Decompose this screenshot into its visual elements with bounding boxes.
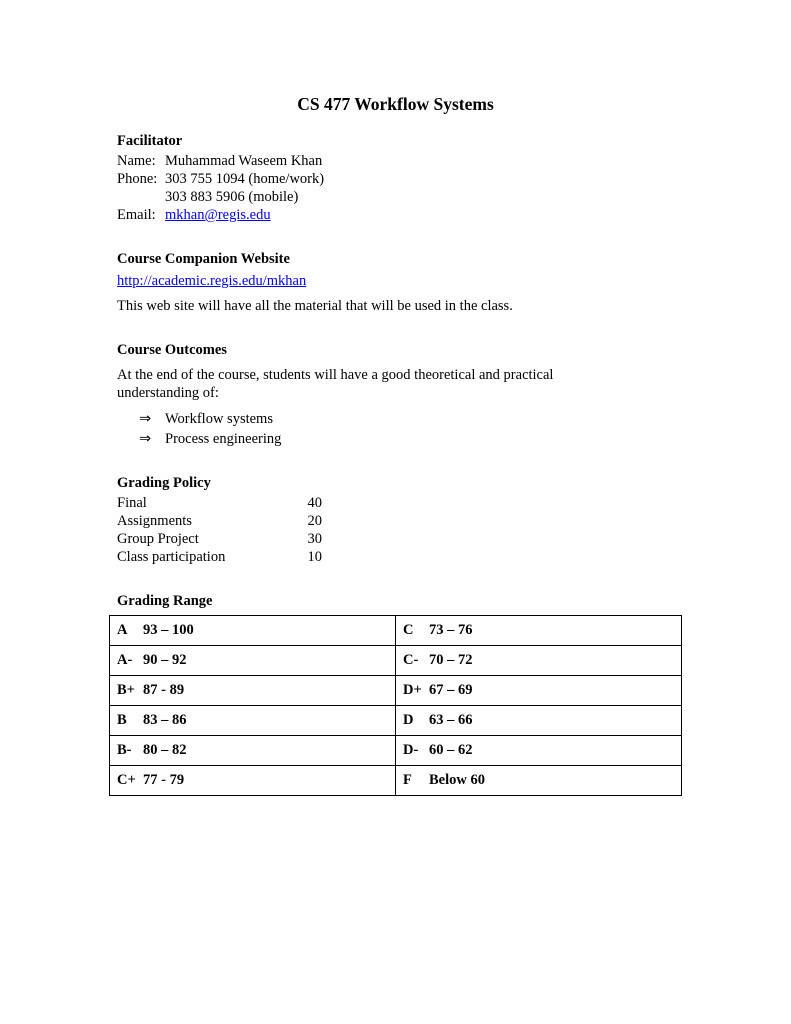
outcomes-intro-2: understanding of: [117, 385, 219, 401]
table-row [110, 646, 682, 676]
table-cell [396, 706, 682, 736]
facilitator-phone-mobile-line [117, 189, 298, 206]
grade-range: 80 – 82 [143, 742, 187, 758]
table-cell [110, 646, 396, 676]
grading-policy-heading: Grading Policy [117, 475, 211, 491]
grade-range: 90 – 92 [143, 652, 187, 668]
grading-policy-row [117, 513, 322, 530]
table-cell [110, 706, 396, 736]
double-arrow-icon: ⇒ [139, 431, 152, 447]
outcome-item-label: Workflow systems [165, 411, 273, 427]
email-label: Email: [117, 207, 156, 223]
phone-label: Phone: [117, 171, 158, 187]
policy-item-name: Class participation [117, 549, 226, 565]
policy-item-weight: 40 [307, 495, 322, 511]
grading-policy-row [117, 531, 322, 548]
policy-item-weight: 30 [307, 531, 322, 547]
grading-range-table [109, 615, 682, 796]
table-row [110, 706, 682, 736]
grade-range: Below 60 [429, 772, 485, 788]
double-arrow-icon: ⇒ [139, 411, 152, 427]
outcome-item [139, 411, 273, 428]
grade-letter: B+ [117, 682, 135, 698]
website-heading: Course Companion Website [117, 251, 290, 267]
email-link[interactable]: mkhan@regis.edu [165, 207, 271, 223]
outcomes-intro-1: At the end of the course, students will have a good theoretical and practical [117, 367, 554, 383]
grade-range: 70 – 72 [429, 652, 473, 668]
grade-letter: B [117, 712, 127, 728]
table-cell [110, 676, 396, 706]
table-cell [110, 766, 396, 796]
grade-range: 83 – 86 [143, 712, 187, 728]
table-row [110, 676, 682, 706]
facilitator-phone-line [117, 171, 324, 188]
table-cell [396, 676, 682, 706]
outcome-item-label: Process engineering [165, 431, 282, 447]
table-cell [110, 736, 396, 766]
table-row [110, 616, 682, 646]
grade-letter: D [403, 712, 414, 728]
grade-letter: C+ [117, 772, 136, 788]
grade-range: 93 – 100 [143, 622, 194, 638]
policy-item-name: Assignments [117, 513, 192, 529]
facilitator-phone-home: 303 755 1094 (home/work) [165, 171, 325, 187]
policy-item-name: Group Project [117, 531, 199, 547]
grading-policy-row [117, 549, 322, 566]
grade-letter: A [117, 622, 128, 638]
facilitator-name: Muhammad Waseem Khan [165, 153, 323, 169]
table-cell [396, 646, 682, 676]
outcomes-heading: Course Outcomes [117, 342, 227, 358]
grade-letter: D+ [403, 682, 422, 698]
table-row [110, 736, 682, 766]
grade-range: 73 – 76 [429, 622, 473, 638]
grade-range: 63 – 66 [429, 712, 473, 728]
grade-range: 77 - 79 [143, 772, 185, 788]
facilitator-name-line [117, 153, 322, 170]
name-label: Name: [117, 153, 156, 169]
table-cell [110, 616, 396, 646]
grading-policy-row [117, 495, 322, 512]
policy-item-name: Final [117, 495, 147, 511]
table-cell [396, 616, 682, 646]
table-cell [396, 766, 682, 796]
facilitator-phone-mobile: 303 883 5906 (mobile) [165, 189, 299, 205]
policy-item-weight: 10 [307, 549, 322, 565]
website-link[interactable]: http://academic.regis.edu/mkhan [117, 273, 307, 289]
facilitator-heading: Facilitator [117, 133, 183, 149]
policy-item-weight: 20 [307, 513, 322, 529]
grade-range: 60 – 62 [429, 742, 473, 758]
table-cell [396, 736, 682, 766]
outcome-item [139, 431, 281, 448]
page-title: CS 477 Workflow Systems [297, 94, 494, 114]
table-row [110, 766, 682, 796]
grade-letter: F [403, 772, 412, 788]
facilitator-email-line [117, 207, 271, 224]
grade-letter: C- [403, 652, 419, 668]
grade-letter: A- [117, 652, 133, 668]
grade-range: 87 - 89 [143, 682, 185, 698]
grading-range-heading: Grading Range [117, 593, 213, 609]
grade-letter: D- [403, 742, 419, 758]
grade-letter: B- [117, 742, 132, 758]
grade-range: 67 – 69 [429, 682, 473, 698]
website-description: This web site will have all the material that will be used in the class. [117, 298, 513, 314]
grade-letter: C [403, 622, 414, 638]
